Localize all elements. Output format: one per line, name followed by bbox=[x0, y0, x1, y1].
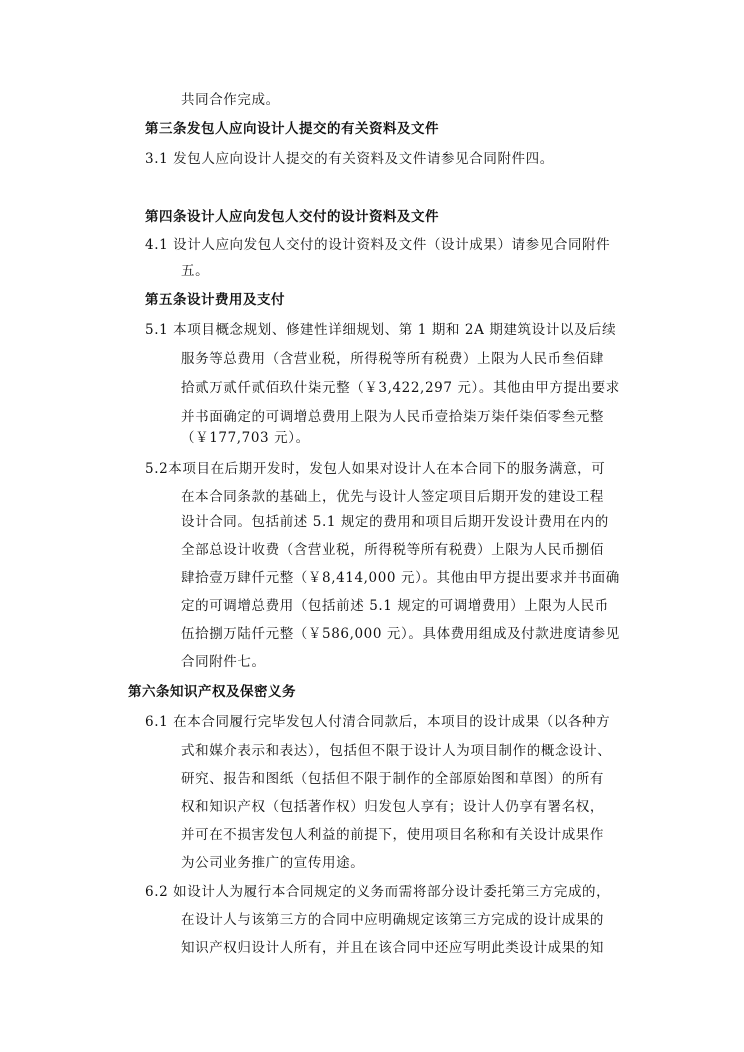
clause-6-1-continued: 权和知识产权（包括著作权）归发包人享有；设计人仍享有署名权， bbox=[181, 799, 604, 815]
clause-6-2: 6.2 如设计人为履行本合同规定的义务而需将部分设计委托第三方完成的， bbox=[145, 884, 611, 900]
clause-5-1: 5.1 本项目概念规划、修建性详细规划、第 1 期和 2A 期建筑设计以及后续 bbox=[145, 322, 617, 338]
clause-6-1: 6.1 在本合同履行完毕发包人付清合同款后，本项目的设计成果（以各种方 bbox=[145, 714, 611, 730]
clause-5-1-continued: 拾贰万贰仟贰佰玖什柒元整（￥3,422,297 元）。其他由甲方提出要求 bbox=[181, 380, 620, 396]
clause-6-1-continued: 为公司业务推广的宣传用途。 bbox=[181, 855, 365, 871]
clause-6-2-continued: 知识产权归设计人所有，并且在该合同中还应写明此类设计成果的知 bbox=[181, 940, 604, 956]
clause-6-1-continued: 式和媒介表示和表达），包括但不限于设计人为项目制作的概念设计、 bbox=[181, 743, 612, 759]
clause-5-2-continued: 定的可调增总费用（包括前述 5.1 规定的可调增费用）上限为人民币 bbox=[181, 598, 609, 614]
clause-4-1-continued: 五。 bbox=[181, 263, 210, 279]
clause-5-2-continued: 在本合同条款的基础上，优先与设计人签定项目后期开发的建设工程 bbox=[181, 489, 604, 505]
section-heading-article-6: 第六条知识产权及保密义务 bbox=[128, 684, 296, 700]
clause-6-2-continued: 在设计人与该第三方的合同中应明确规定该第三方完成的设计成果的 bbox=[181, 912, 604, 928]
section-heading-article-3: 第三条发包人应向设计人提交的有关资料及文件 bbox=[145, 121, 439, 137]
section-heading-article-5: 第五条设计费用及支付 bbox=[145, 292, 285, 308]
clause-5-2: 5.2本项目在后期开发时，发包人如果对设计人在本合同下的服务满意，可 bbox=[145, 461, 606, 477]
clause-5-1-continued: （￥177,703 元）。 bbox=[181, 430, 310, 446]
clause-3-1: 3.1 发包人应向设计人提交的有关资料及文件请参见合同附件四。 bbox=[145, 151, 554, 167]
clause-5-2-continued: 全部总设计收费（含营业税，所得税等所有税费）上限为人民币捌佰 bbox=[181, 542, 604, 558]
clause-6-1-continued: 研究、报告和图纸（包括但不限于制作的全部原始图和草图）的所有 bbox=[181, 771, 604, 787]
clause-5-2-continued: 伍拾捌万陆仟元整（￥586,000 元）。具体费用组成及付款进度请参见 bbox=[181, 626, 620, 642]
paragraph-line: 共同合作完成。 bbox=[181, 92, 280, 108]
clause-5-2-continued: 设计合同。包括前述 5.1 规定的费用和项目后期开发设计费用在内的 bbox=[181, 514, 609, 530]
clause-4-1: 4.1 设计人应向发包人交付的设计资料及文件（设计成果）请参见合同附件 bbox=[145, 237, 611, 253]
clause-6-1-continued: 并可在不损害发包人利益的前提下，使用项目名称和有关设计成果作 bbox=[181, 827, 604, 843]
clause-5-2-continued: 肆拾壹万肆仟元整（￥8,414,000 元）。其他由甲方提出要求并书面确 bbox=[181, 570, 620, 586]
clause-5-1-continued: 服务等总费用（含营业税，所得税等所有税费）上限为人民币叁佰肆 bbox=[181, 351, 604, 367]
section-heading-article-4: 第四条设计人应向发包人交付的设计资料及文件 bbox=[145, 209, 439, 225]
clause-5-1-continued: 并书面确定的可调增总费用上限为人民币壹拾柒万柒仟柒佰零叁元整 bbox=[181, 409, 604, 425]
clause-5-2-continued: 合同附件七。 bbox=[181, 654, 266, 670]
